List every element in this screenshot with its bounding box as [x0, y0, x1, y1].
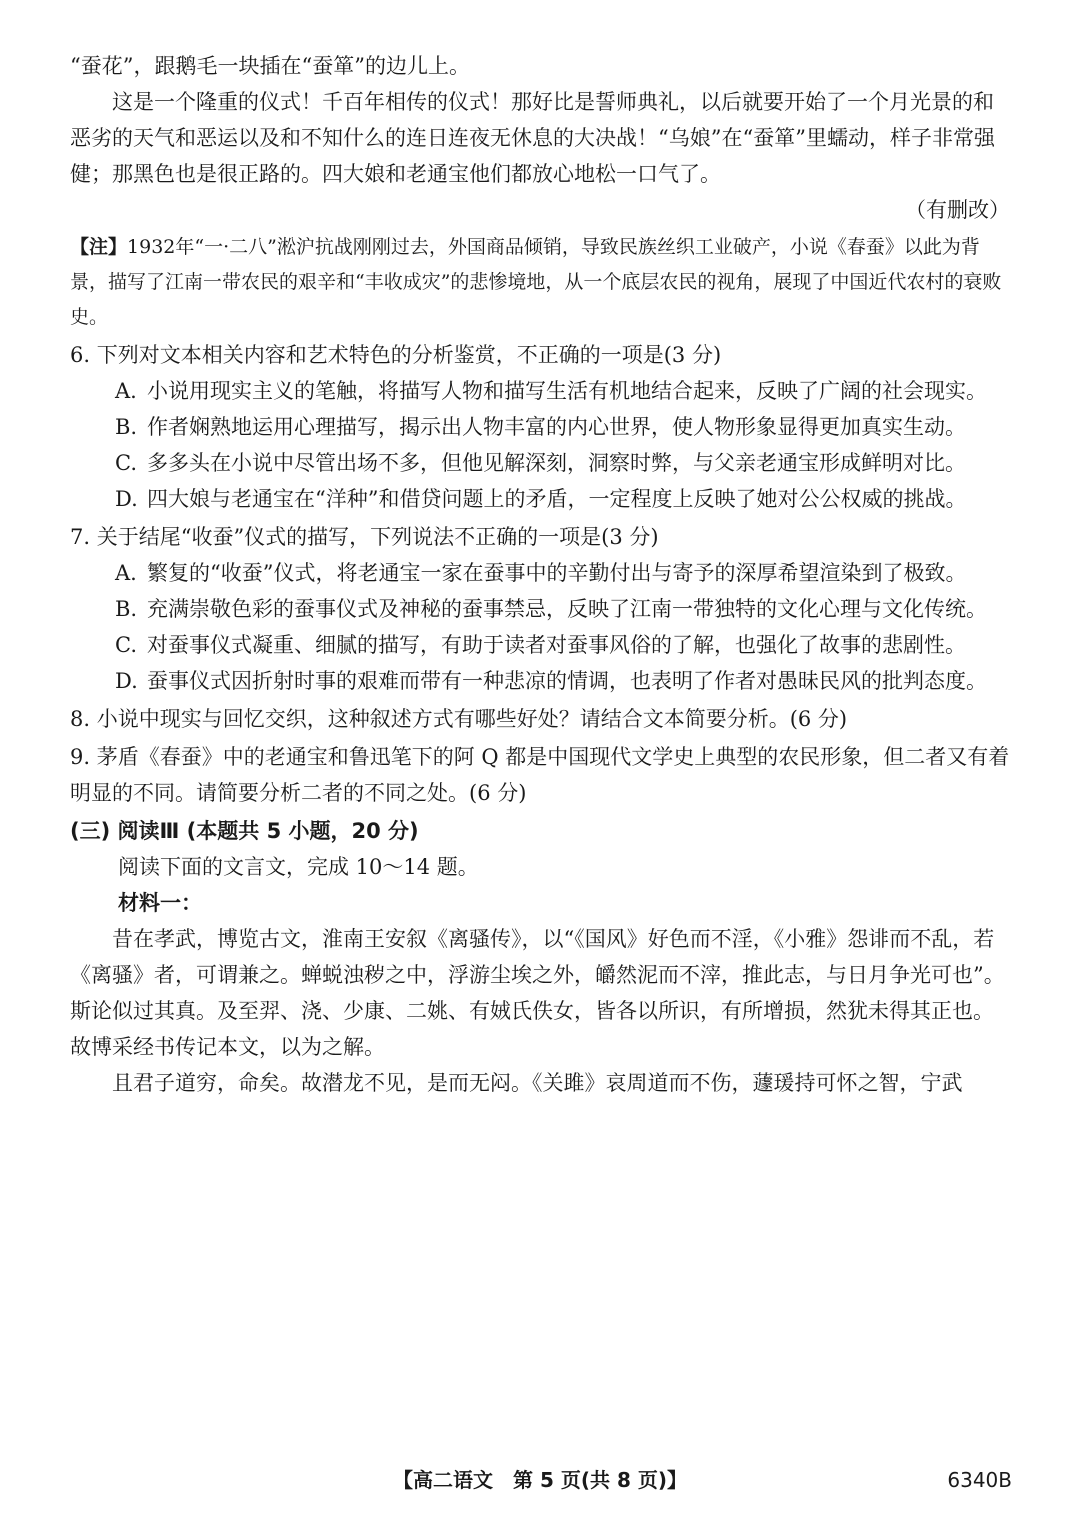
option-d: D. 蚕事仪式因折射时事的艰难而带有一种悲凉的情调，也表明了作者对愚昧民风的批判态度。	[115, 669, 987, 693]
question-6	[70, 337, 1010, 517]
option-a: A. 繁复的“收蚕”仪式，将老通宝一家在蚕事中的辛勤付出与寄予的深厚希望渲染到了极致。	[115, 561, 967, 585]
passage-line-continued: “蚕花”，跟鹅毛一块插在“蚕箪”的边儿上。	[70, 54, 470, 78]
page-footer	[0, 1462, 1080, 1498]
classical-paragraph: 且君子道穷，命矣。故潜龙不见，是而无闷。《关雎》哀周道而不伤，蘧瑗持可怀之智，宁武	[112, 1071, 963, 1095]
exam-code: 6340B	[947, 1468, 1012, 1492]
question-stem: 7. 关于结尾“收蚕”仪式的描写，下列说法不正确的一项是(3 分)	[70, 525, 659, 549]
question-7	[70, 519, 1010, 699]
page-number: 【高二语文 第 5 页(共 8 页)】	[393, 1468, 687, 1492]
option-d: D. 四大娘与老通宝在“洋种”和借贷问题上的矛盾，一定程度上反映了她对公公权威的挑战。	[115, 487, 967, 511]
option-c: C. 对蚕事仪式凝重、细腻的描写，有助于读者对蚕事风俗的了解，也强化了故事的悲剧性。	[115, 633, 966, 657]
footnote	[70, 230, 1010, 335]
section-instruction: 阅读下面的文言文，完成 10～14 题。	[118, 855, 479, 879]
footnote-tag: 【注】	[70, 236, 128, 258]
source-note: （有删改）	[905, 198, 1010, 222]
option-a: A. 小说用现实主义的笔触，将描写人物和描写生活有机地结合起来，反映了广阔的社会现实。	[115, 379, 987, 403]
option-c: C. 多多头在小说中尽管出场不多，但他见解深刻，洞察时弊，与父亲老通宝形成鲜明对比。	[115, 451, 966, 475]
footnote-text: 1932年“一·二八”淞沪抗战刚刚过去，外国商品倾销，导致民族丝织工业破产，小说《春蚕》以此为背景，描写了江南一带农民的艰辛和“丰收成灾”的悲惨境地，从一个底层农民的视角，展现了中国近代农村的衰败史。	[70, 236, 1002, 328]
question-stem: 6. 下列对文本相关内容和艺术特色的分析鉴赏，不正确的一项是(3 分)	[70, 343, 722, 367]
section-title: (三) 阅读Ⅲ (本题共 5 小题，20 分)	[70, 819, 419, 843]
option-b: B. 充满崇敬色彩的蚕事仪式及神秘的蚕事禁忌，反映了江南一带独特的文化心理与文化传统。	[115, 597, 987, 621]
question-8: 8. 小说中现实与回忆交织，这种叙述方式有哪些好处？请结合文本简要分析。(6 分)	[70, 707, 848, 731]
material-label: 材料一：	[118, 891, 202, 915]
passage-paragraph: 这是一个隆重的仪式！千百年相传的仪式！那好比是誓师典礼，以后就要开始了一个月光景的和恶劣的天气和恶运以及和不知什么的连日连夜无休息的大决战！“乌娘”在“蚕箪”里蠕动，样子非常强健；那黑色也是很正路的。四大娘和老通宝他们都放心地松一口气了。	[70, 90, 995, 186]
option-b: B. 作者娴熟地运用心理描写，揭示出人物丰富的内心世界，使人物形象显得更加真实生动。	[115, 415, 966, 439]
question-9: 9. 茅盾《春蚕》中的老通宝和鲁迅笔下的阿 Q 都是中国现代文学史上典型的农民形象，但二者又有着明显的不同。请简要分析二者的不同之处。(6 分)	[70, 745, 1010, 805]
classical-paragraph: 昔在孝武，博览古文，淮南王安叙《离骚传》，以“《国风》好色而不淫，《小雅》怨诽而不乱，若《离骚》者，可谓兼之。蝉蜕浊秽之中，浮游尘埃之外，皭然泥而不滓，推此志，与日月争光可也”。斯论似过其真。及至羿、浇、少康、二姚、有娀氏佚女，皆各以所识，有所增损，然犹未得其正也。故博采经书传记本文，以为之解。	[70, 927, 1005, 1059]
